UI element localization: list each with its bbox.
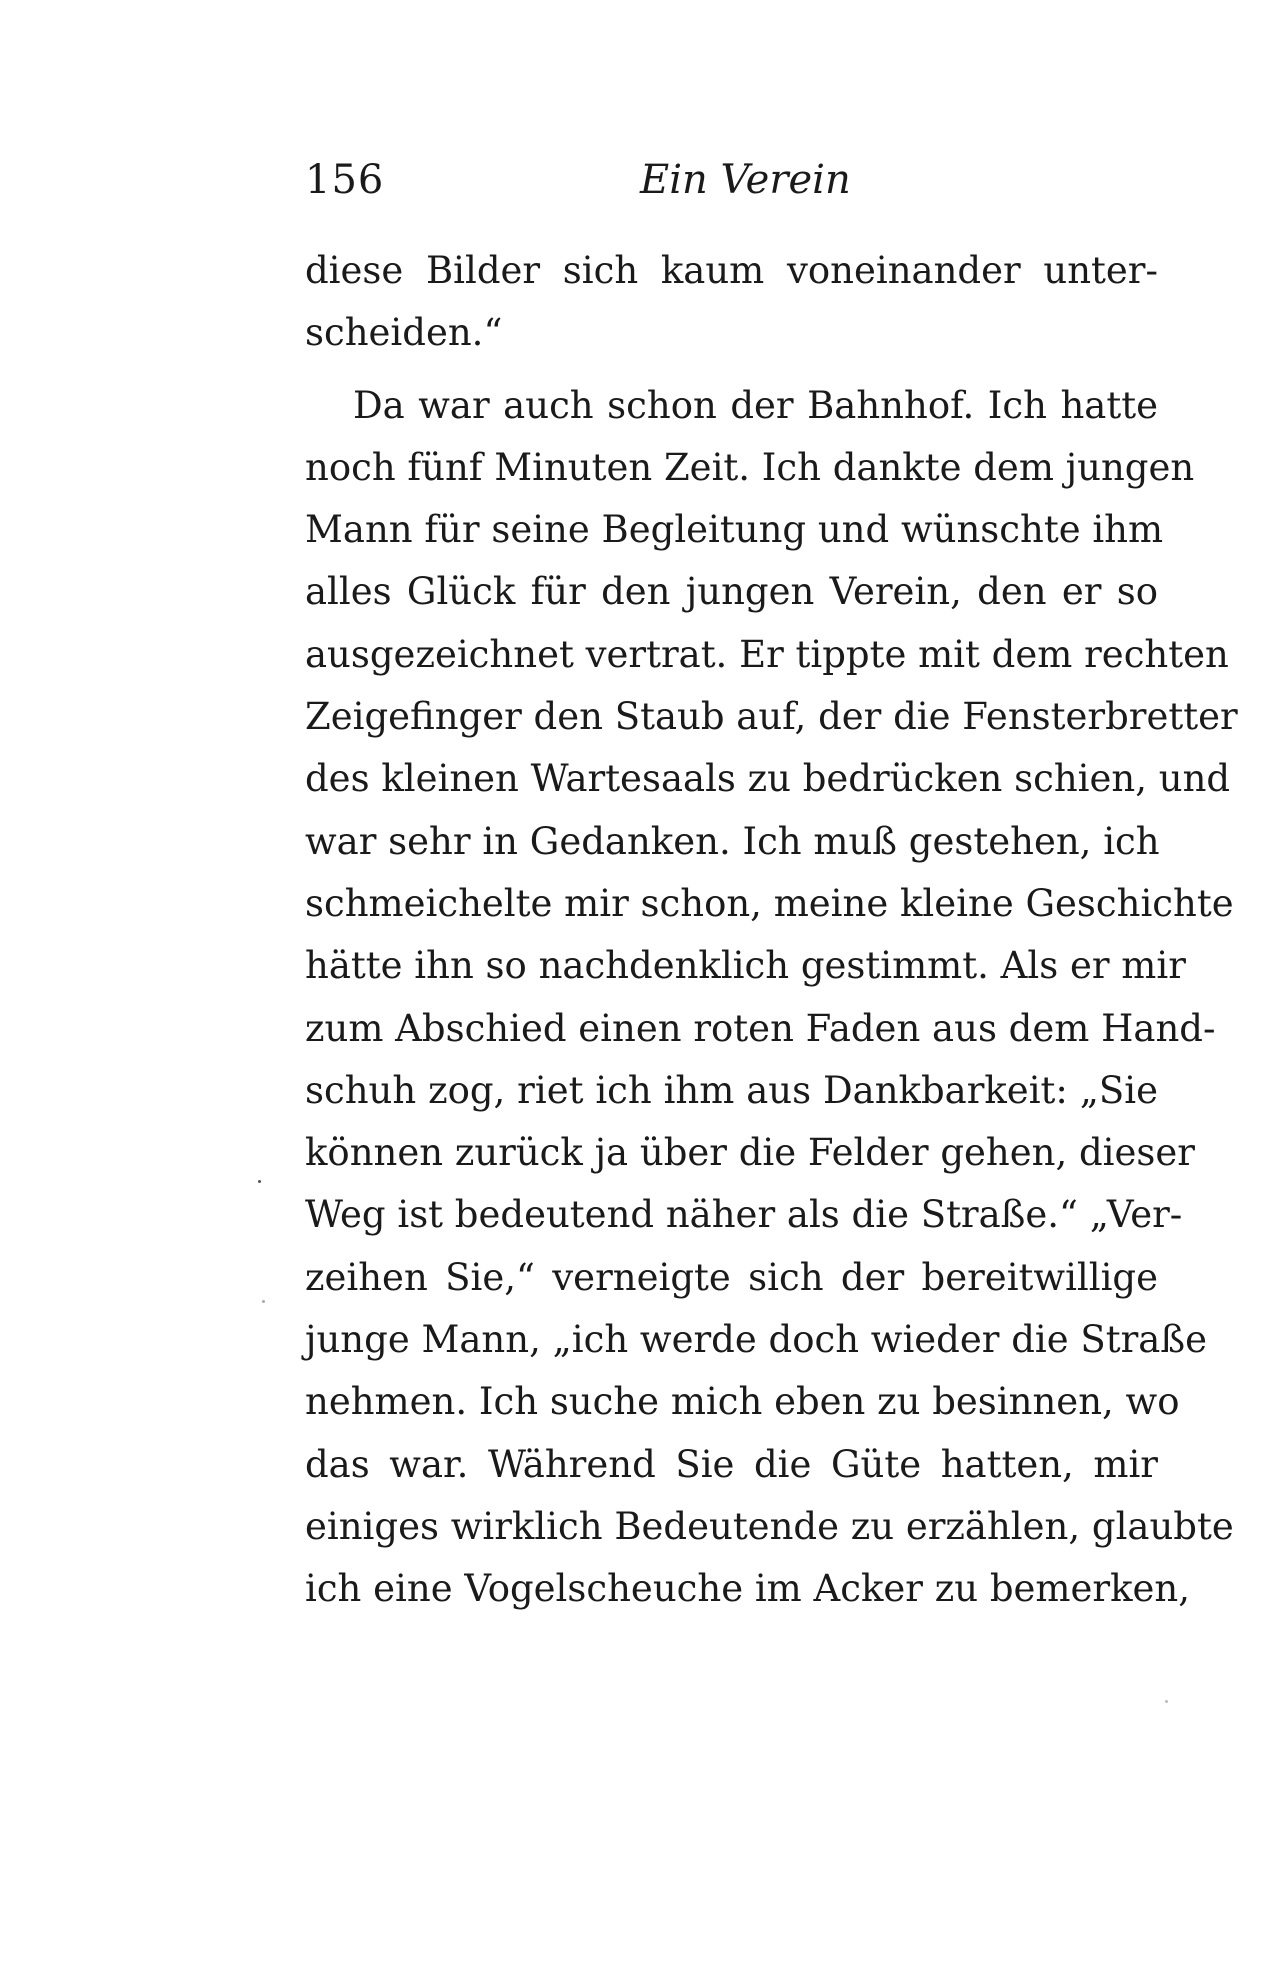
text-line: nehmen. Ich suche mich eben zu besinnen, wo: [305, 1380, 1180, 1424]
text-line: des kleinen Wartesaals zu bedrücken schien, und: [305, 757, 1231, 801]
text-line: Zeigefinger den Staub auf, der die Fensterbretter: [305, 695, 1238, 739]
scan-speck: [1165, 1700, 1168, 1703]
running-head: [305, 155, 1158, 215]
scan-speck: [262, 1300, 265, 1303]
paragraph-gap: [305, 365, 1158, 375]
text-line: einiges wirklich Bedeutende zu erzählen, glaubte: [305, 1504, 1234, 1548]
text-line: können zurück ja über die Felder gehen, dieser: [305, 1131, 1195, 1175]
text-line: zeihen Sie,“ verneigte sich der bereitwillige: [305, 1255, 1158, 1299]
paragraph-2: [305, 375, 1238, 1621]
paragraph-1: [305, 240, 1158, 365]
text-line: alles Glück für den jungen Verein, den er so: [305, 570, 1158, 614]
text-line: war sehr in Gedanken. Ich muß gestehen, ich: [305, 819, 1160, 863]
text-line: ausgezeichnet vertrat. Er tippte mit dem rechten: [305, 632, 1229, 676]
text-line: Da war auch schon der Bahnhof. Ich hatte: [353, 383, 1158, 427]
text-line: schmeichelte mir schon, meine kleine Geschichte: [305, 881, 1234, 925]
text-line: hätte ihn so nachdenklich gestimmt. Als er mir: [305, 944, 1186, 988]
text-line: diese Bilder sich kaum voneinander unter-: [305, 249, 1158, 292]
page-number: 156: [305, 157, 385, 203]
scan-speck: [258, 1180, 261, 1183]
text-line: zum Abschied einen roten Faden aus dem Hand-: [305, 1006, 1216, 1050]
text-line: das war. Während Sie die Güte hatten, mir: [305, 1442, 1158, 1486]
text-line: ich eine Vogelscheuche im Acker zu bemerken,: [305, 1567, 1190, 1611]
text-line: scheiden.“: [305, 311, 503, 355]
text-line: Weg ist bedeutend näher als die Straße.“ „Ver-: [305, 1193, 1183, 1237]
running-title: Ein Verein: [640, 157, 851, 203]
text-line: Mann für seine Begleitung und wünschte ihm: [305, 508, 1164, 552]
text-line: noch fünf Minuten Zeit. Ich dankte dem jungen: [305, 445, 1195, 489]
body-text: [305, 240, 1238, 1621]
text-line: schuh zog, riet ich ihm aus Dankbarkeit: „Sie: [305, 1068, 1158, 1112]
text-line: junge Mann, „ich werde doch wieder die Straße: [305, 1318, 1207, 1362]
